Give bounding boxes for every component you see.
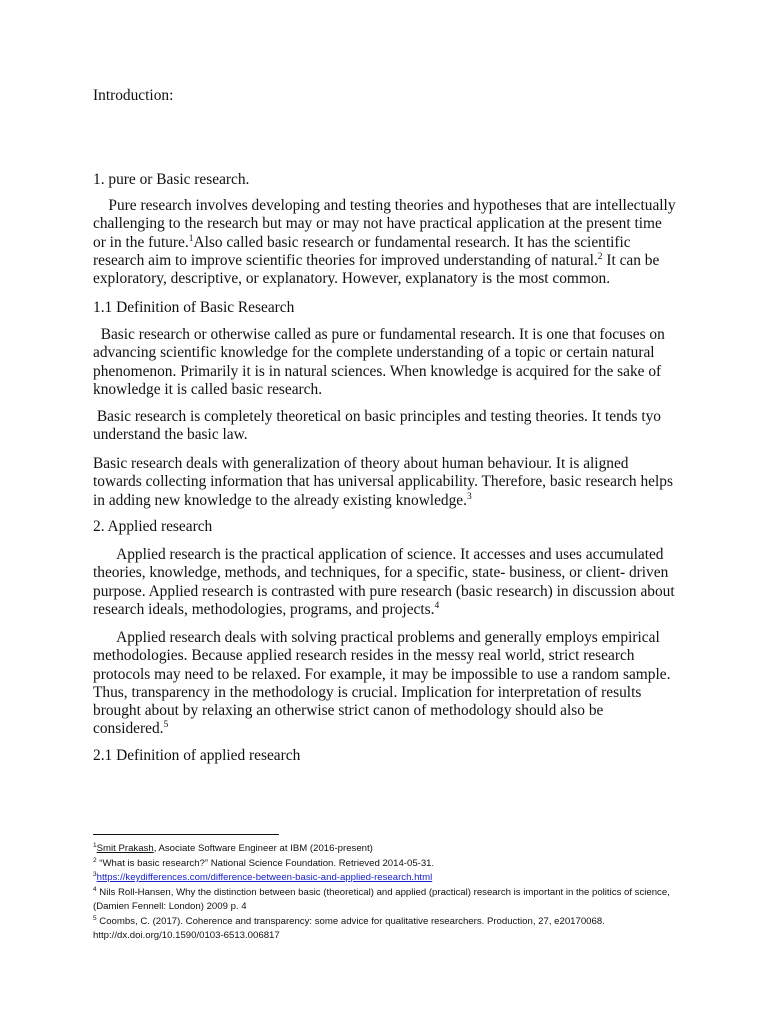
section-1-text-a: Pure research involves developing and testing theories and hypotheses that are intellectually challenging to the research but may or may not have practical application at the present time or in the future. [93,197,680,251]
section-1-heading: 1. pure or Basic research. [93,171,250,188]
section-2-paragraph-1 [93,546,677,619]
section-1-1-paragraph-3 [93,455,677,510]
section-2-1-heading: 2.1 Definition of applied research [93,747,301,764]
section-1-text-c: It can be exploratory, descriptive, or explanatory. However, explanatory is the most common. [93,251,664,288]
intro-heading: Introduction: [93,87,174,104]
footnote-ref-3[interactable]: 3 [466,491,472,502]
section-1-1-paragraph-1: Basic research or otherwise called as pure or fundamental research. It is one that focuses on advancing scientific knowledge for the complete understanding of a topic or certain natural phenomenon. Primarily it is in natural sciences. When knowledge is acquired for the sake of knowledge it is called basic research. [93,326,669,398]
section-2-text-2: Applied research deals with solving practical problems and generally employs empirical methodologies. Because applied research resides in the messy real world, strict research protocols may need to be relaxed. For example, it may be impossible to use a random sample. Thus, transparency in the methodology is crucial. Implication for interpretation of results brought about by relaxing an otherwise strict canon of methodology should also be considered. [93,629,675,738]
footnotes [93,842,677,944]
footnote-1-number: 1 [93,842,97,849]
footnote-ref-5[interactable]: 5 [163,720,169,731]
section-1-1-heading: 1.1 Definition of Basic Research [93,299,295,316]
section-1-1-text-3: Basic research deals with generalization of theory about human behaviour. It is aligned towards collecting information that has universal applicability. Therefore, basic research helps in adding new knowledge to the already existing knowledge. [93,455,673,509]
footnote-1-author[interactable]: Smit Prakash [96,843,154,854]
footnote-4-number: 4 [93,885,97,893]
footnote-2-text: “What is basic research?” National Science Foundation. Retrieved 2014-05-31. [96,857,435,869]
footnote-3-link[interactable]: https://keydifferences.com/difference-between-basic-and-applied-research.html [96,872,433,883]
footnote-5-text: Coombs, C. (2017). Coherence and transparency: some advice for qualitative researchers. Production, 27, e20170068. http://dx.doi.org/10.1590/0103-6513.006817 [93,915,605,941]
footnote-ref-2[interactable]: 2 [597,251,603,262]
footnote-ref-4[interactable]: 4 [434,600,440,611]
footnote-2 [93,857,677,872]
footnote-1-text: , Asociate Software Engineer at IBM (2016-present) [153,843,373,854]
footnote-2-number: 2 [93,856,97,864]
footnote-3-number: 3 [93,871,97,878]
footnote-5-number: 5 [93,914,97,922]
section-1-text-b: Also called basic research or fundamental research. It has the scientific research aim to improve scientific theories for improved understanding of natural. [93,233,635,269]
footnote-separator [93,834,279,835]
section-2-text-1: Applied research is the practical application of science. It accesses and uses accumulated theories, knowledge, methods, and techniques, for a specific, state- business, or client- driven purpose. Applied research is contrasted with pure research (basic research) in discussion about research ideals, methodologies, programs, and projects. [93,546,679,618]
section-1-1-paragraph-2: Basic research is completely theoretical on basic principles and testing theories. It tends tyo understand the basic law. [93,408,665,444]
section-2-heading: 2. Applied research [93,518,213,535]
footnote-4 [93,886,677,915]
footnote-ref-1[interactable]: 1 [188,233,194,244]
section-2-paragraph-2 [93,629,677,739]
footnote-1 [93,842,677,857]
footnote-5 [93,915,677,944]
section-1-paragraph [93,197,680,288]
footnote-4-text: Nils Roll-Hansen, Why the distinction between basic (theoretical) and applied (practical) research is important in the politics of science, (Damien Fennell: London) 2009 p. 4 [93,886,670,912]
footnote-3 [93,871,677,886]
